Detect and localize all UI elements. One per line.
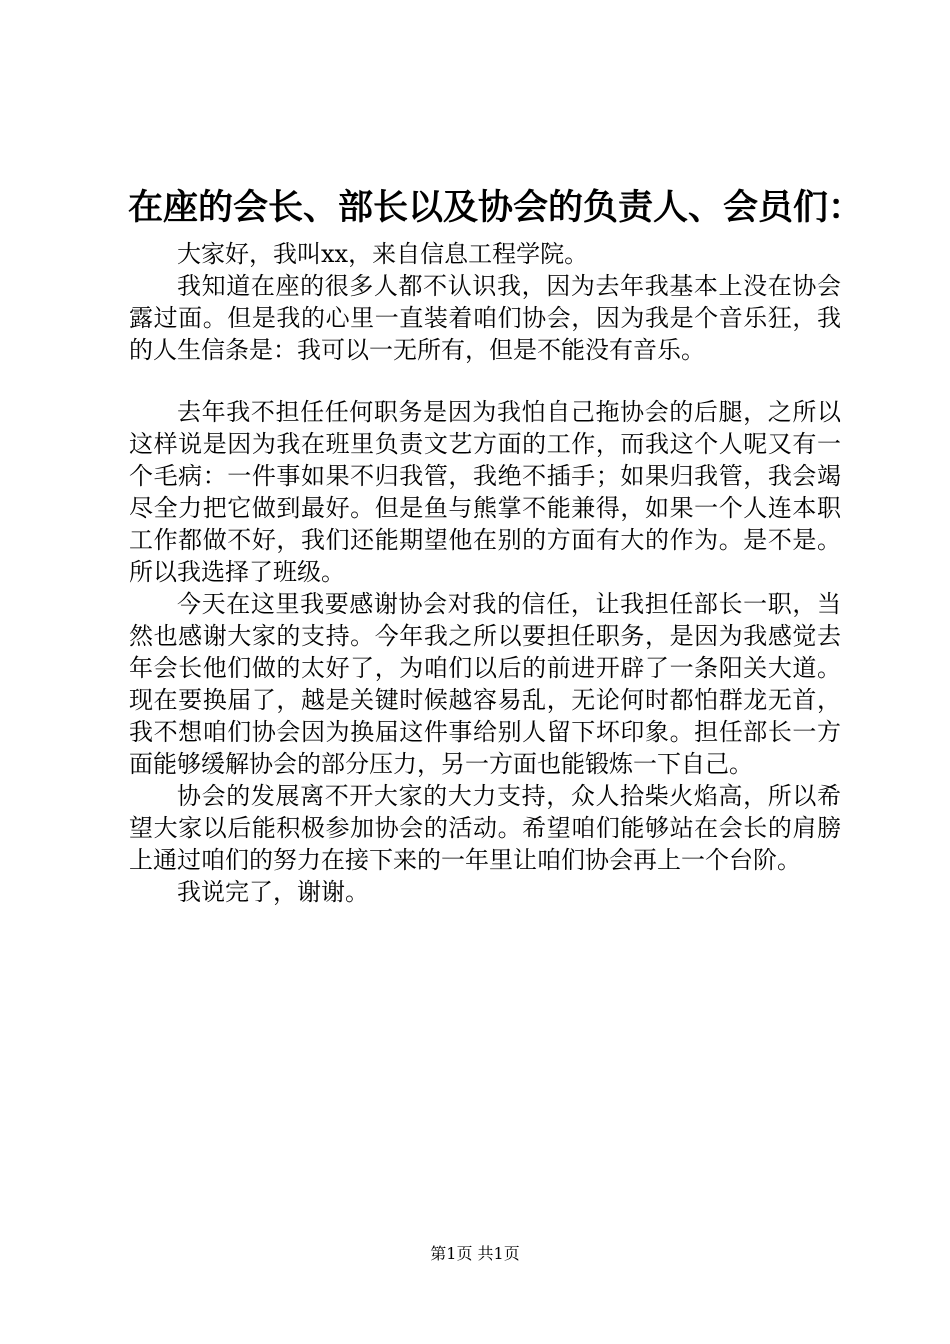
document-title: 在座的会长、部长以及协会的负责人、会员们：: [128, 187, 864, 228]
paragraph-last-year: 去年我不担任任何职务是因为我怕自己拖协会的后腿，之所以这样说是因为我在班里负责文艺方面的工作，而我这个人呢又有一个毛病：一件事如果不归我管，我绝不插手；如果归我管，我会竭尽全力把它做到最好。但是鱼与熊掌不能兼得，如果一个人连本职工作都做不好，我们还能期望他在别的方面有大的作为。是不是。所以我选择了班级。: [129, 398, 841, 586]
paragraph-introduction: 我知道在座的很多人都不认识我，因为去年我基本上没在协会露过面。但是我的心里一直装着咱们协会，因为我是个音乐狂，我的人生信条是：我可以一无所有，但是不能没有音乐。: [129, 272, 841, 364]
page-number-footer: 第1页 共1页: [430, 1244, 520, 1263]
document-body: [129, 238, 841, 908]
paragraph-greeting: 大家好，我叫xx，来自信息工程学院。: [177, 240, 589, 268]
paragraph-thanks: 今天在这里我要感谢协会对我的信任，让我担任部长一职，当然也感谢大家的支持。今年我之所以要担任职务，是因为我感觉去年会长他们做的太好了，为咱们以后的前进开辟了一条阳关大道。现在要换届了，越是关键时候越容易乱，无论何时都怕群龙无首，我不想咱们协会因为换届这件事给别人留下坏印象。担任部长一方面能够缓解协会的部分压力，另一方面也能锻炼一下自己。: [129, 590, 841, 778]
paragraph-support: 协会的发展离不开大家的大力支持，众人拾柴火焰高，所以希望大家以后能积极参加协会的活动。希望咱们能够站在会长的肩膀上通过咱们的努力在接下来的一年里让咱们协会再上一个台阶。: [129, 782, 841, 874]
paragraph-closing: 我说完了，谢谢。: [177, 878, 369, 906]
